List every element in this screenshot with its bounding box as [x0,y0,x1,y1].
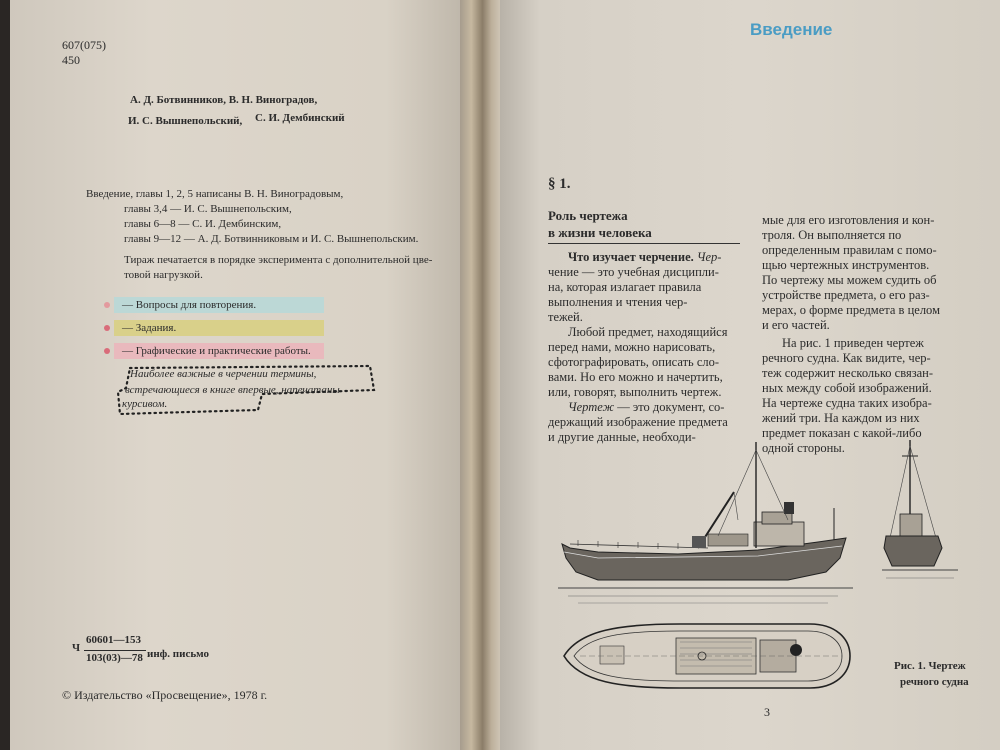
col2-p2-line-2: речного судна. Как видите, чер- [762,351,931,365]
col2-p2-line-5: На чертеже судна таких изобра- [762,396,932,410]
col2-p1-line-7: мерах, о форме предмета в целом [762,303,940,317]
authors-line-2a: И. С. Вышнепольский, [128,115,243,127]
dotted-note-line-2: встречающиеся в книге впервые, напечатаны [125,384,340,396]
term-drawing-document: Чертеж [568,400,615,414]
text-column-2 [762,213,960,456]
text-column-1 [548,250,746,445]
col1-p1-line-1: чение — это учебная дисципли- [548,265,719,279]
ship-side-view-drawing [558,440,858,610]
index-denominator: 103(03)—78 [86,652,143,664]
credits-line-4: главы 9—12 — А. Д. Ботвинниковым и И. С. Вышнепольским. [124,233,419,245]
ship-top-view-drawing [560,618,855,694]
chapter-title: Введение [750,20,833,39]
dotted-note-line-3: курсивом. [122,398,168,410]
col2-p1-line-5: По чертежу мы можем судить об [762,273,937,287]
credits-line-2: главы 3,4 — И. С. Вышнепольским, [124,203,292,215]
col1-p2-line-1: Любой предмет, находящийся [568,325,728,339]
col2-p1-line-4: щью чертежных инструментов. [762,258,930,272]
legend-marker-tasks [104,325,110,331]
index-prefix: Ч [72,642,81,654]
legend-marker-graphic-works [104,348,110,354]
section-title-rule [548,243,740,244]
col2-p1-line-8: и его частей. [762,318,830,332]
circulation-note-1: Тираж печатается в порядке эксперимента с дополнительной цве- [124,254,433,266]
col1-p3-line-3: и другие данные, необходи- [548,430,696,444]
section-title-1: Роль чертежа [548,208,628,223]
col2-p1-line-6: устройстве предмета, о его раз- [762,288,930,302]
col2-p1-line-3: определенным правилам с помо- [762,243,937,257]
circulation-note-2: товой нагрузкой. [124,269,203,281]
col1-p2-line-4: вами. Но его можно и начертить, [548,370,723,384]
col2-p2-line-3: теж содержит несколько связан- [762,366,934,380]
col1-p1-line-3: выполнения и чтения чер- [548,295,688,309]
figure-caption-line-2: речного судна [900,676,969,688]
index-suffix: инф. письмо [147,648,210,660]
book-spine [460,0,505,750]
bbk-code: 450 [62,53,80,67]
authors-line-1: А. Д. Ботвинников, В. Н. Виноградов, [130,94,318,106]
credits-line-1: Введение, главы 1, 2, 5 написаны В. Н. Виноградовым, [86,188,344,200]
dotted-note-line-1: Наиболее важные в черчении термины, [130,368,317,380]
legend-marker-questions [104,302,110,308]
col1-p1-line-4: тежей. [548,310,583,324]
col2-p1-line-1: мые для его изготовления и кон- [762,213,935,227]
col2-p1-line-2: троля. Он выполняется по [762,228,902,242]
col1-p3-line-2: держащий изображение предмета [548,415,728,429]
authors-line-2b: С. И. Дембинский [255,112,345,124]
udc-code: 607(075) [62,38,106,52]
term-what-is-drawing: Что изучает черчение. [568,250,694,264]
legend-label-tasks: — Задания. [122,322,177,334]
col1-p3-line-1-rest: — это документ, со- [614,400,725,414]
ship-front-view-drawing [880,430,960,610]
page-number: 3 [764,705,770,719]
col1-p2-line-3: сфотографировать, описать сло- [548,355,720,369]
figure-caption-line-1: Рис. 1. Чертеж [894,660,966,672]
col2-p2-line-6: жений три. На каждом из них [762,411,920,425]
col2-p2-line-1: На рис. 1 приведен чертеж [782,336,924,350]
index-numerator: 60601—153 [86,634,141,646]
term-drawing-ital: Чер- [696,250,722,264]
copyright: © Издательство «Просвещение», 1978 г. [62,688,268,702]
index-fraction-line [84,650,146,651]
col2-p2-line-4: ных между собой изображений. [762,381,932,395]
legend-label-questions: — Вопросы для повторения. [122,299,257,311]
col1-p1-line-2: на, которая излагает правила [548,280,702,294]
col1-p2-line-2: перед нами, можно нарисовать, [548,340,716,354]
section-number: § 1. [548,176,571,192]
col1-p2-line-5: или, говорят, выполнить чертеж. [548,385,722,399]
section-title-2: в жизни человека [548,225,652,240]
credits-line-3: главы 6—8 — С. И. Дембинским, [124,218,282,230]
col2-p2-line-7: предмет показан с какой-либо [762,426,922,440]
legend-label-graphic-works: — Графические и практические работы. [122,345,311,357]
col2-p2-line-8: одной стороны. [762,441,845,455]
